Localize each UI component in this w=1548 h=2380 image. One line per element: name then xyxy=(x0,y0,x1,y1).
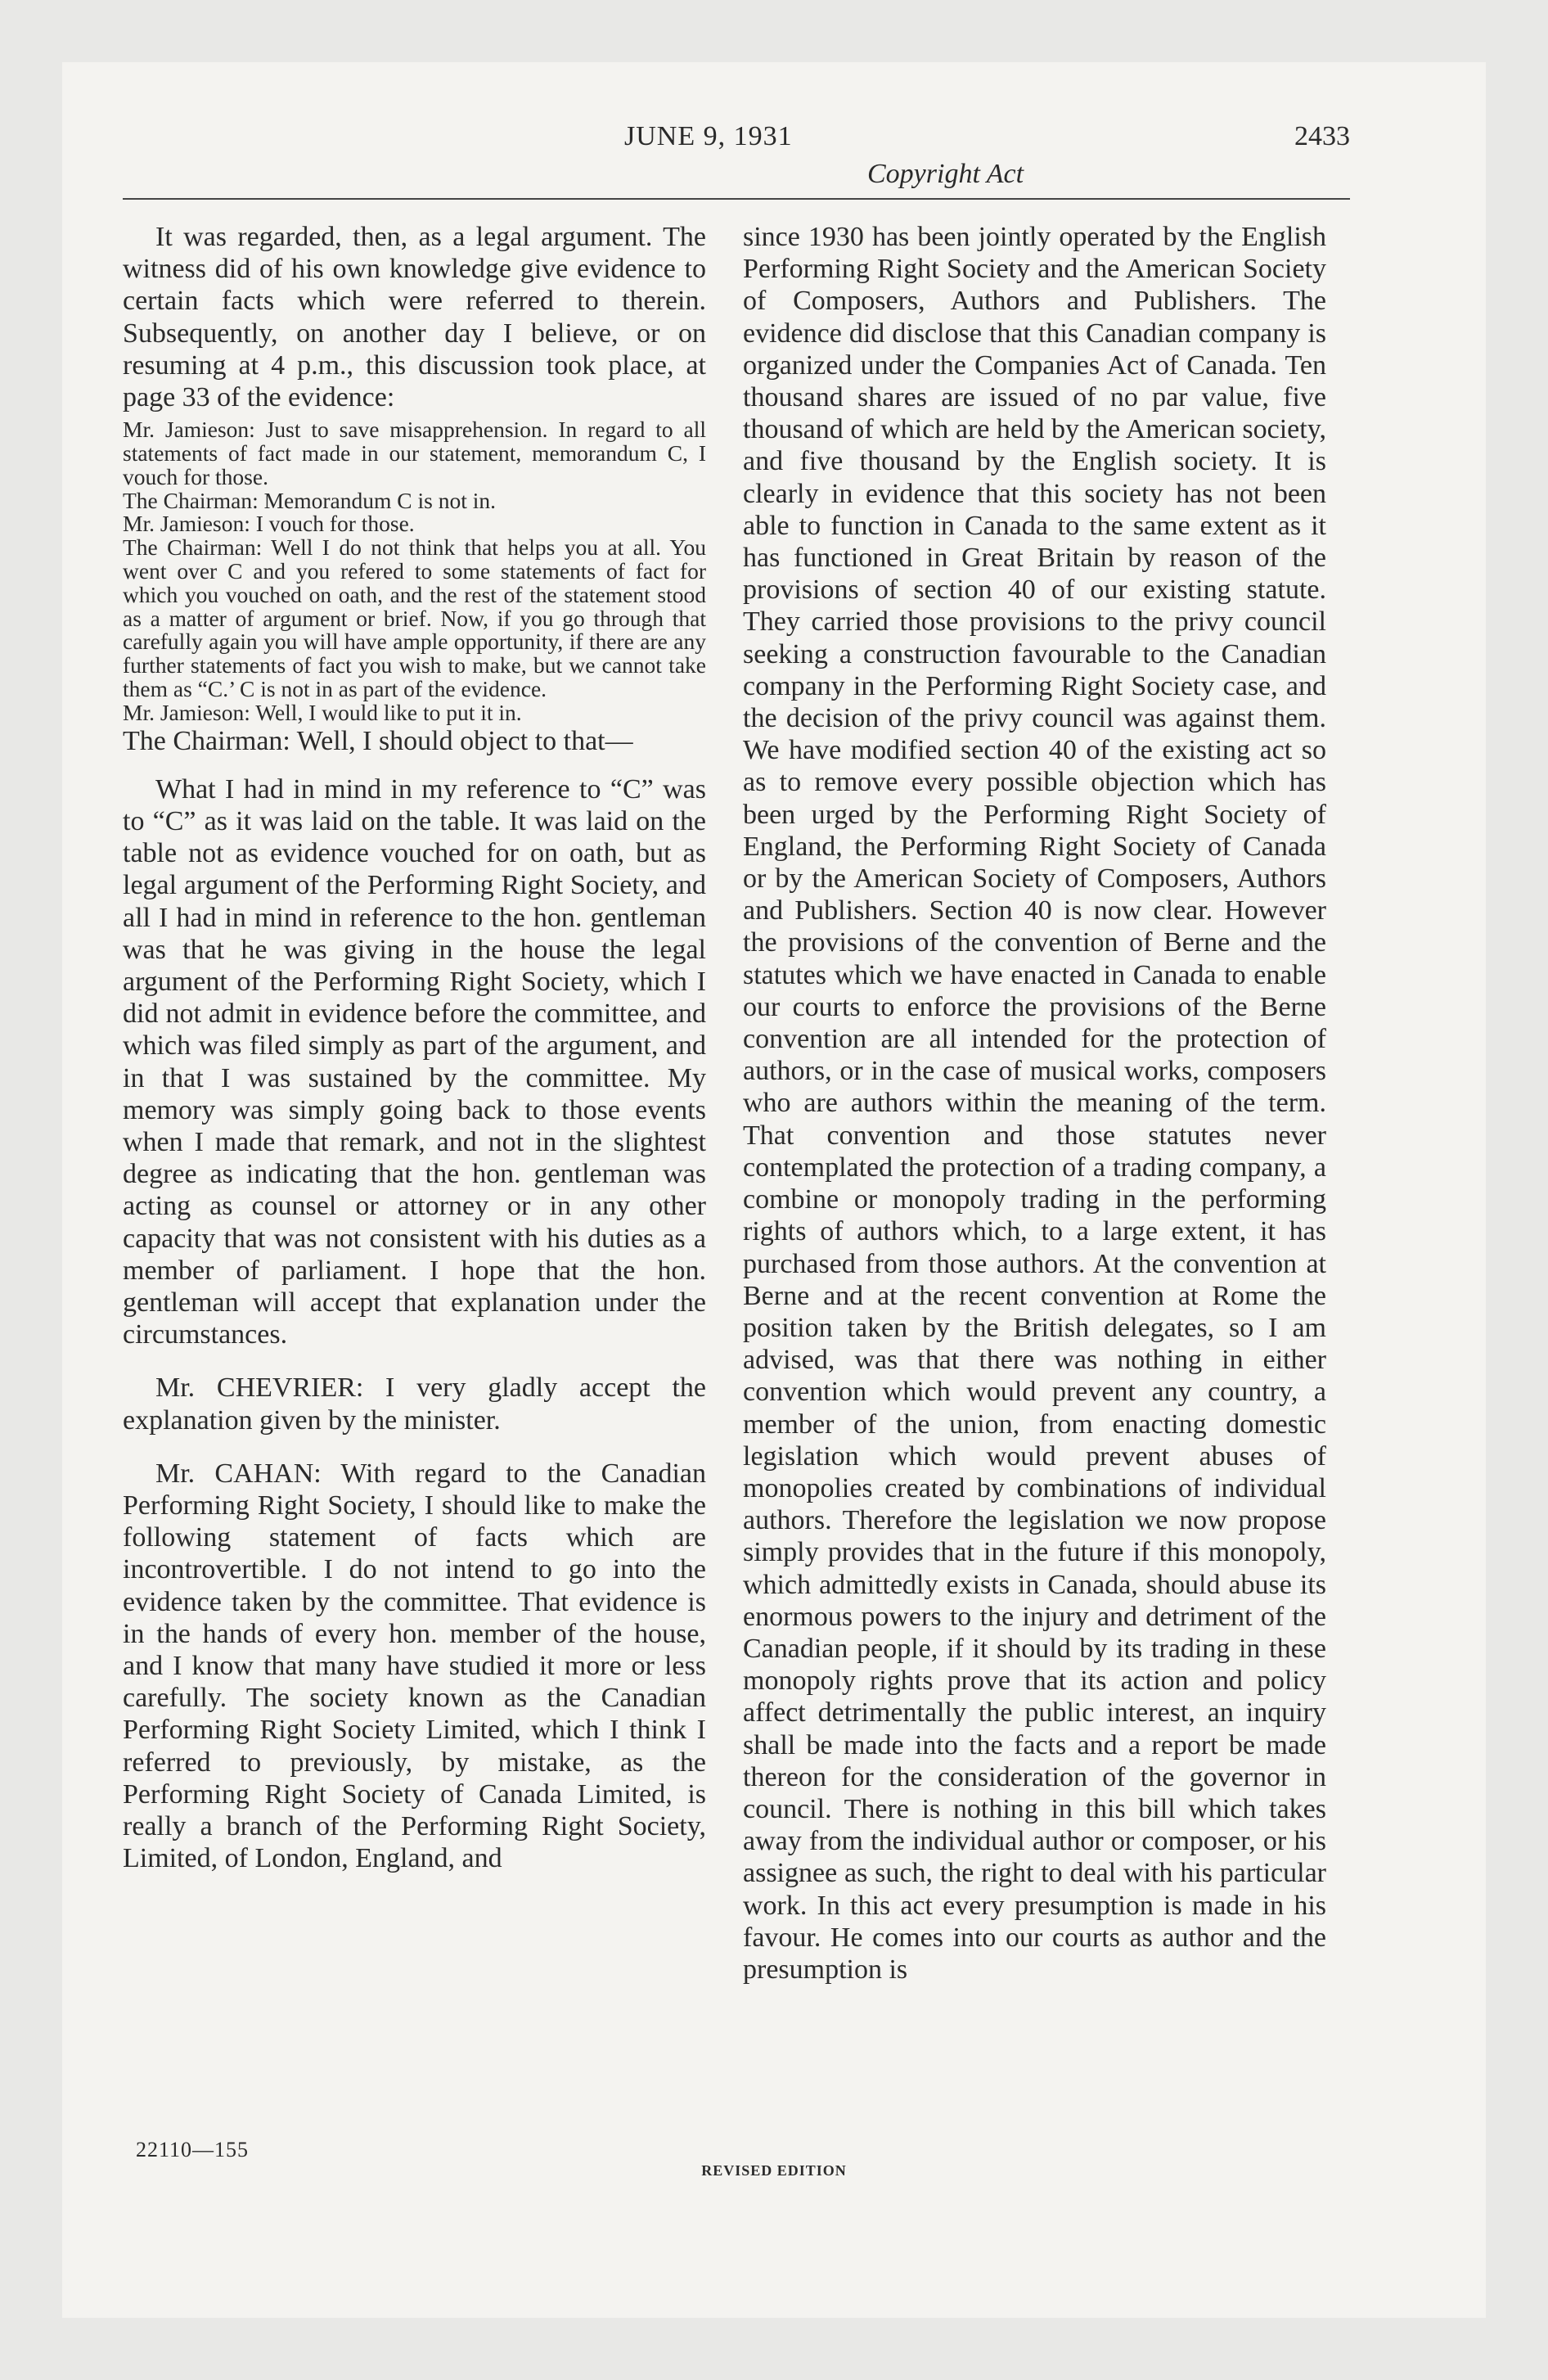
edition-label: REVISED EDITION xyxy=(701,2162,847,2179)
print-code: 22110—155 xyxy=(136,2138,250,2161)
header-date: JUNE 9, 1931 xyxy=(624,121,793,151)
evidence-quote: Mr. Jamieson: I vouch for those. xyxy=(123,511,415,537)
evidence-quote: The Chairman: Memorandum C is not in. xyxy=(123,487,496,513)
right-column xyxy=(743,221,1326,1986)
paragraph: Mr. CHEVRIER: I very gladly accept the explanation given by the minister. xyxy=(123,1373,706,1436)
left-column xyxy=(123,221,706,1874)
page-number: 2433 xyxy=(1294,121,1350,151)
evidence-quote: The Chairman: Well I do not think that helps you at all. You went over C and you refered to some statements of fact for which you vouched on oath, and the rest of the statement stood as a matter of argument or brief. Now, if you go through that carefully again you will have ample opportunity, if there are any further statements of fact you wish to make, but we cannot take them as “C.’ C is not in as part of the evidence. xyxy=(123,534,706,701)
header-rule xyxy=(123,198,1350,200)
page-header xyxy=(123,121,1350,189)
evidence-quote: Mr. Jamieson: Well, I would like to put it in. xyxy=(123,699,522,725)
paragraph: The Chairman: Well, I should object to that— xyxy=(123,725,633,756)
paragraph: since 1930 has been jointly operated by the English Performing Right Society and the American Society of Composers, Authors and Publishers. The evidence did disclose that this Canadian company is organized under the Companies Act of Canada. Ten thousand shares are issued of no par value, five thousand of which are held by the American society, and five thousand by the English society. It is clearly in evidence that this society has not been able to function in Canada to the same extent as it has functioned in Great Britain by reason of the provisions of section 40 of our existing statute. They carried those provisions to the privy council seeking a construction favourable to the Canadian company in the Performing Right Society case, and the decision of the privy council was against them. We have modified section 40 of the existing act so as to remove every possible objection which has been urged by the Performing Right Society of England, the Performing Right Society of Canada or by the American Society of Composers, Authors and Publishers. Section 40 is now clear. However the provisions of the convention of Berne and the statutes which we have enacted in Canada to enable our courts to enforce the provisions of the Berne convention are all intended for the protection of authors, or in the case of musical works, composers who are authors within the meaning of the term. That convention and those statutes never contemplated the protection of a trading company, a combine or monopoly trading in the performing rights of authors which, to a large extent, it has purchased from those authors. At the convention at Berne and at the recent convention at Rome the position taken by the British delegates, so I am advised, was that there was nothing in either convention which would prevent any country, a member of the union, from enacting domestic legislation which would prevent abuses of monopolies created by combinations of individual authors. Therefore the legislation we now propose simply provides that in the future if this monopoly, which admittedly exists in Canada, should abuse its enormous powers to the injury and detriment of the Canadian people, if it should by its trading in these monopoly rights prove that its action and policy affect detrimentally the public interest, an inquiry shall be made into the facts and a report be made thereon for the consideration of the governor in council. There is nothing in this bill which takes away from the individual author or composer, or his assignee as such, the right to deal with his particular work. In this act every presumption is made in his favour. He comes into our courts as author and the presumption is xyxy=(743,222,1326,1985)
paragraph: Mr. CAHAN: With regard to the Canadian Performing Right Society, I should like to make the following statement of facts which are incontrovertible. I do not intend to go into the evidence taken by the committee. That evidence is in the hands of every hon. member of the house, and I know that many have studied it more or less carefully. The society known as the Canadian Performing Right Society Limited, which I think I referred to previously, by mistake, as the Performing Right Society of Canada Limited, is really a branch of the Performing Right Society, Limited, of London, England, and xyxy=(123,1458,706,1874)
evidence-quote: Mr. Jamieson: Just to save misapprehension. In regard to all statements of fact made in our statement, memorandum C, I vouch for those. xyxy=(123,417,706,489)
header-subject: Copyright Act xyxy=(867,159,1024,189)
paragraph: It was regarded, then, as a legal argument. The witness did of his own knowledge give evidence to certain facts which were referred to therein. Subsequently, on another day I believe, or on resuming at 4 p.m., this discussion took place, at page 33 of the evidence: xyxy=(123,222,706,413)
paragraph: What I had in mind in my reference to “C” was to “C” as it was laid on the table. It was laid on the table not as evidence vouched for on oath, but as legal argument of the Performing Right Society, and all I had in mind in reference to the hon. gentleman was that he was giving in the house the legal argument of the Performing Right Society, which I did not admit in evidence before the committee, and which was filed simply as part of the argument, and in that I was sustained by the committee. My memory was simply going back to those events when I made that remark, and not in the slightest degree as indicating that the hon. gentleman was acting as counsel or attorney or in any other capacity that was not consistent with his duties as a member of parliament. I hope that the hon. gentleman will accept that explanation under the circumstances. xyxy=(123,773,706,1350)
